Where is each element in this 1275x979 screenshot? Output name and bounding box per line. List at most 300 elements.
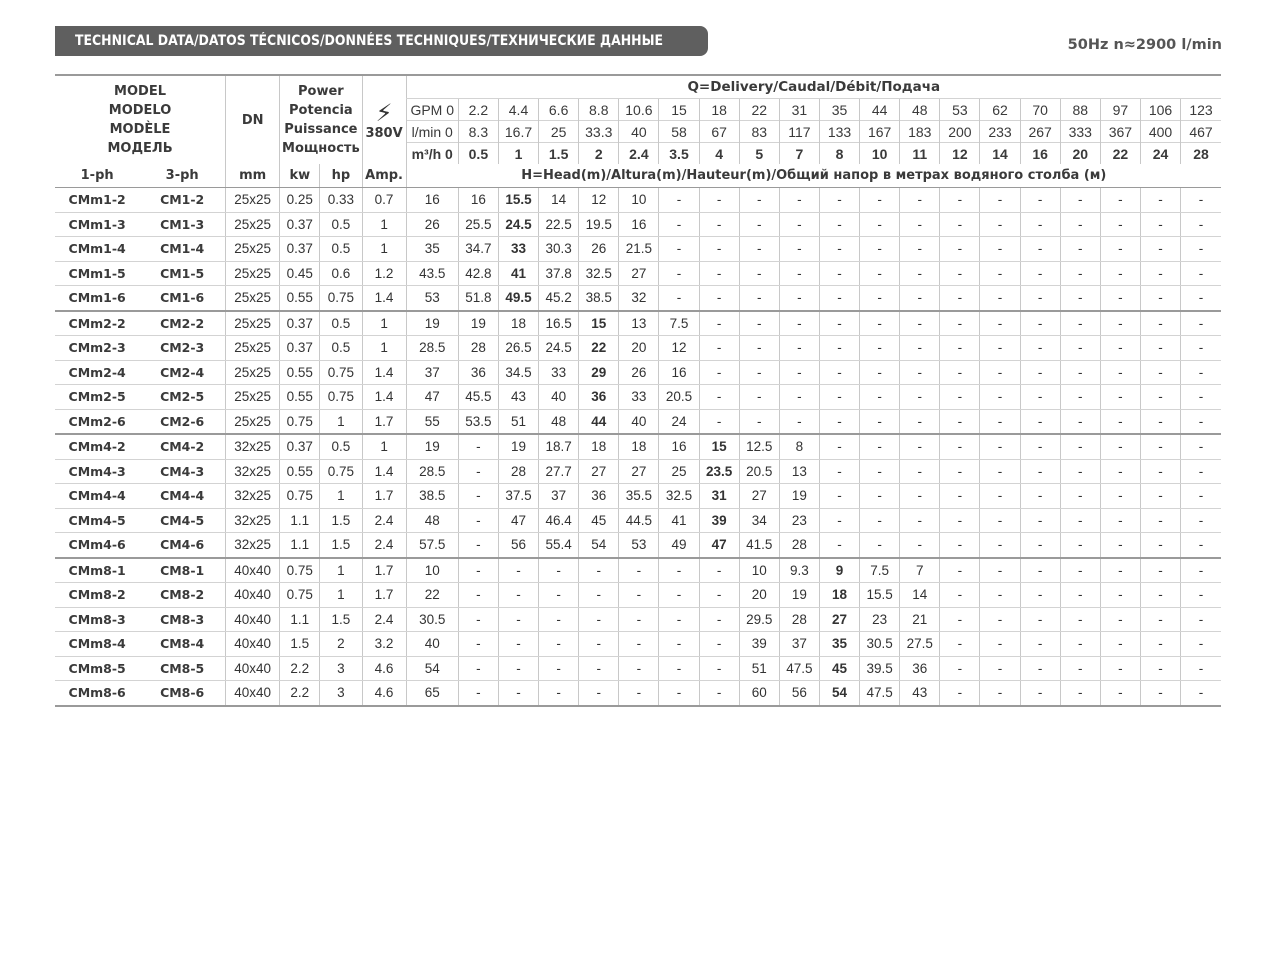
dn-value: 25x25 xyxy=(226,237,280,262)
head-value: 37.5 xyxy=(498,484,538,509)
head-value: 12 xyxy=(579,188,619,213)
head-value: - xyxy=(1060,484,1100,509)
head-value: 37 xyxy=(406,360,458,385)
head-value: - xyxy=(1140,212,1180,237)
head-value: - xyxy=(860,360,900,385)
head-value: - xyxy=(659,237,699,262)
head-value: - xyxy=(1020,681,1060,706)
head-value: 45 xyxy=(579,508,619,533)
head-value: - xyxy=(900,311,940,336)
head-value: - xyxy=(1140,434,1180,459)
hp-value: 1.5 xyxy=(320,508,362,533)
amp-value: 1.7 xyxy=(362,484,406,509)
head-value: 28 xyxy=(458,336,498,361)
head-value: 19 xyxy=(779,583,819,608)
lmin-value: 58 xyxy=(659,121,699,143)
gpm-value: 8.8 xyxy=(579,99,619,121)
table-row xyxy=(55,632,1221,657)
head-value: - xyxy=(1020,385,1060,410)
head-value: 43 xyxy=(498,385,538,410)
head-value: 37 xyxy=(779,632,819,657)
head-value: - xyxy=(619,656,659,681)
head-value: - xyxy=(940,286,980,311)
table-row xyxy=(55,409,1221,434)
head-value: 16 xyxy=(458,188,498,213)
head-value: - xyxy=(659,261,699,286)
model-3ph: CM2-2 xyxy=(139,311,225,336)
model-1ph: CMm4-6 xyxy=(55,533,139,558)
head-value: 24.5 xyxy=(498,212,538,237)
head-value: - xyxy=(458,508,498,533)
model-3ph: CM2-4 xyxy=(139,360,225,385)
table-row xyxy=(55,583,1221,608)
head-value: - xyxy=(498,558,538,583)
head-value: - xyxy=(1181,459,1221,484)
head-value: - xyxy=(1140,459,1180,484)
dn-value: 25x25 xyxy=(226,311,280,336)
model-1ph: CMm1-5 xyxy=(55,261,139,286)
model-3ph: CM8-2 xyxy=(139,583,225,608)
head-value: 19 xyxy=(498,434,538,459)
head-value: - xyxy=(1020,237,1060,262)
head-value: - xyxy=(498,656,538,681)
head-value: - xyxy=(860,311,900,336)
head-value: - xyxy=(1140,484,1180,509)
dn-value: 32x25 xyxy=(226,508,280,533)
technical-data-table xyxy=(55,74,1221,707)
model-1ph: CMm2-3 xyxy=(55,336,139,361)
lmin-value: 333 xyxy=(1060,121,1100,143)
head-value: 16.5 xyxy=(539,311,579,336)
amp-value: 1.4 xyxy=(362,385,406,410)
head-value: - xyxy=(1060,212,1100,237)
head-value: 21 xyxy=(900,607,940,632)
lmin-value: 200 xyxy=(940,121,980,143)
head-value: - xyxy=(940,311,980,336)
head-value: 53 xyxy=(619,533,659,558)
model-3ph: CM4-4 xyxy=(139,484,225,509)
gpm-value: 97 xyxy=(1100,99,1140,121)
head-value: - xyxy=(699,583,739,608)
head-value: - xyxy=(659,656,699,681)
model-3ph: CM4-5 xyxy=(139,508,225,533)
gpm-value: 48 xyxy=(900,99,940,121)
head-value: 36 xyxy=(458,360,498,385)
model-3ph: CM4-6 xyxy=(139,533,225,558)
head-value: 30.3 xyxy=(539,237,579,262)
amp-value: 1.2 xyxy=(362,261,406,286)
model-3ph: CM8-3 xyxy=(139,607,225,632)
head-value: - xyxy=(1020,459,1060,484)
dn-value: 40x40 xyxy=(226,558,280,583)
head-value: 8 xyxy=(779,434,819,459)
hp-value: 0.5 xyxy=(320,237,362,262)
head-value: - xyxy=(980,286,1020,311)
head-value: - xyxy=(579,583,619,608)
head-value: 48 xyxy=(539,409,579,434)
kw-value: 0.45 xyxy=(280,261,320,286)
head-value: - xyxy=(860,261,900,286)
dn-value: 40x40 xyxy=(226,632,280,657)
kw-value: 0.37 xyxy=(280,311,320,336)
lmin-value: 267 xyxy=(1020,121,1060,143)
head-value: - xyxy=(458,459,498,484)
head-value: - xyxy=(1060,533,1100,558)
m3h-value: 10 xyxy=(860,143,900,165)
hp-value: 0.75 xyxy=(320,459,362,484)
head-value: - xyxy=(1020,607,1060,632)
hp-value: 1.5 xyxy=(320,533,362,558)
m3h-value: 1.5 xyxy=(539,143,579,165)
m3h-value: 16 xyxy=(1020,143,1060,165)
head-value: - xyxy=(739,212,779,237)
kw-value: 1.1 xyxy=(280,508,320,533)
head-value: 22 xyxy=(579,336,619,361)
gpm-unit-label: GPM xyxy=(410,101,443,118)
head-value: 57.5 xyxy=(406,533,458,558)
head-value: 20.5 xyxy=(739,459,779,484)
head-value: - xyxy=(860,286,900,311)
head-value: 18.7 xyxy=(539,434,579,459)
head-value: - xyxy=(940,459,980,484)
head-value: 27 xyxy=(619,459,659,484)
model-3ph: CM8-4 xyxy=(139,632,225,657)
dn-value: 25x25 xyxy=(226,385,280,410)
head-value: 10 xyxy=(406,558,458,583)
head-value: 34.5 xyxy=(498,360,538,385)
head-value: - xyxy=(779,311,819,336)
head-value: - xyxy=(498,607,538,632)
head-value: - xyxy=(1020,558,1060,583)
head-value: - xyxy=(980,261,1020,286)
m3h-value: 12 xyxy=(940,143,980,165)
m3h-unit-label: m³/h xyxy=(411,145,442,162)
head-value: - xyxy=(619,607,659,632)
head-value: - xyxy=(1100,237,1140,262)
gpm-value: 22 xyxy=(739,99,779,121)
head-value: - xyxy=(779,409,819,434)
head-value: 14 xyxy=(539,188,579,213)
model-label-fr: MODÈLE xyxy=(109,122,171,137)
kw-value: 0.75 xyxy=(280,558,320,583)
kw-value: 0.55 xyxy=(280,286,320,311)
head-value: - xyxy=(1181,656,1221,681)
head-value: - xyxy=(659,558,699,583)
table-row xyxy=(55,656,1221,681)
hp-value: 2 xyxy=(320,632,362,657)
head-value: - xyxy=(1181,311,1221,336)
amp-value: 4.6 xyxy=(362,656,406,681)
head-value: 18 xyxy=(619,434,659,459)
head-value: - xyxy=(1181,360,1221,385)
head-value: - xyxy=(819,311,859,336)
head-value: 47.5 xyxy=(860,681,900,706)
model-1ph: CMm4-3 xyxy=(55,459,139,484)
head-value: - xyxy=(1181,558,1221,583)
head-value: - xyxy=(659,188,699,213)
head-value: - xyxy=(458,607,498,632)
head-value: 28.5 xyxy=(406,459,458,484)
head-value: - xyxy=(1140,360,1180,385)
head-value: - xyxy=(980,212,1020,237)
head-value: - xyxy=(699,336,739,361)
model-1ph: CMm4-4 xyxy=(55,484,139,509)
head-value: 20 xyxy=(739,583,779,608)
head-value: - xyxy=(498,583,538,608)
m3h-value: 2.4 xyxy=(619,143,659,165)
head-value: - xyxy=(940,583,980,608)
head-value: 27 xyxy=(819,607,859,632)
head-value: - xyxy=(739,237,779,262)
head-value: - xyxy=(980,681,1020,706)
head-value: 19 xyxy=(458,311,498,336)
model-3ph: CM1-2 xyxy=(139,188,225,213)
head-value: - xyxy=(980,508,1020,533)
head-value: - xyxy=(900,188,940,213)
head-value: - xyxy=(1181,484,1221,509)
head-value: - xyxy=(940,484,980,509)
head-value: - xyxy=(980,311,1020,336)
head-value: - xyxy=(819,286,859,311)
model-1ph: CMm2-4 xyxy=(55,360,139,385)
amp-value: 1.4 xyxy=(362,286,406,311)
m3h-value: 22 xyxy=(1100,143,1140,165)
head-value: 43.5 xyxy=(406,261,458,286)
head-value: - xyxy=(1020,286,1060,311)
dn-value: 32x25 xyxy=(226,434,280,459)
head-value: - xyxy=(699,632,739,657)
head-value: 30.5 xyxy=(406,607,458,632)
head-value: - xyxy=(699,385,739,410)
gpm-value: 15 xyxy=(659,99,699,121)
head-value: - xyxy=(659,286,699,311)
hp-value: 0.5 xyxy=(320,336,362,361)
head-value: 15 xyxy=(579,311,619,336)
gpm-value: 44 xyxy=(860,99,900,121)
lmin-unit-cell xyxy=(406,121,458,143)
amp-unit-header: Amp. xyxy=(362,164,406,188)
dn-value: 25x25 xyxy=(226,261,280,286)
head-value: 47.5 xyxy=(779,656,819,681)
gpm-value: 35 xyxy=(819,99,859,121)
head-value: 9 xyxy=(819,558,859,583)
head-value: 24.5 xyxy=(539,336,579,361)
head-value: - xyxy=(1100,212,1140,237)
head-value: - xyxy=(940,558,980,583)
head-value: - xyxy=(1100,385,1140,410)
head-value: - xyxy=(980,409,1020,434)
head-value: - xyxy=(1100,632,1140,657)
head-value: - xyxy=(1100,607,1140,632)
model-3ph: CM4-3 xyxy=(139,459,225,484)
m3h-value: 1 xyxy=(498,143,538,165)
head-value: - xyxy=(699,656,739,681)
head-value: 19 xyxy=(406,311,458,336)
head-value: - xyxy=(1140,385,1180,410)
head-value: - xyxy=(619,632,659,657)
head-value: - xyxy=(1140,558,1180,583)
power-label-es: Potencia xyxy=(289,103,353,118)
gpm-value: 106 xyxy=(1140,99,1180,121)
head-value: 7.5 xyxy=(860,558,900,583)
head-value: 34.7 xyxy=(458,237,498,262)
model-3ph: CM2-6 xyxy=(139,409,225,434)
amp-value: 2.4 xyxy=(362,607,406,632)
head-value: 16 xyxy=(659,434,699,459)
head-value: - xyxy=(1100,508,1140,533)
kw-value: 1.1 xyxy=(280,533,320,558)
head-value: 41 xyxy=(498,261,538,286)
head-value: - xyxy=(539,607,579,632)
head-value: - xyxy=(1020,336,1060,361)
head-value: - xyxy=(1181,632,1221,657)
head-value: - xyxy=(900,385,940,410)
head-value: - xyxy=(980,237,1020,262)
head-value: - xyxy=(539,632,579,657)
head-value: - xyxy=(819,508,859,533)
head-value: - xyxy=(1020,409,1060,434)
amp-value: 3.2 xyxy=(362,632,406,657)
head-value: 39.5 xyxy=(860,656,900,681)
m3h-value: 28 xyxy=(1181,143,1221,165)
dn-value: 32x25 xyxy=(226,484,280,509)
gpm-value: 88 xyxy=(1060,99,1100,121)
head-value: 35.5 xyxy=(619,484,659,509)
head-value: - xyxy=(819,484,859,509)
head-value: - xyxy=(1060,656,1100,681)
head-value: - xyxy=(779,261,819,286)
head-value: - xyxy=(539,558,579,583)
kw-value: 0.55 xyxy=(280,385,320,410)
head-value: - xyxy=(940,385,980,410)
head-value: - xyxy=(1181,434,1221,459)
hp-value: 0.5 xyxy=(320,434,362,459)
head-value: 54 xyxy=(406,656,458,681)
head-value: - xyxy=(1100,681,1140,706)
hp-header: hp xyxy=(320,164,362,188)
head-value: - xyxy=(940,237,980,262)
head-value: 13 xyxy=(779,459,819,484)
table-row xyxy=(55,336,1221,361)
head-value: 27 xyxy=(579,459,619,484)
dn-header: DN xyxy=(226,75,280,164)
m3h-value: 5 xyxy=(739,143,779,165)
head-value: 33 xyxy=(498,237,538,262)
model-1ph: CMm1-4 xyxy=(55,237,139,262)
head-value: - xyxy=(1020,583,1060,608)
model-label-ru: МОДЕЛЬ xyxy=(107,141,173,156)
head-value: 23 xyxy=(779,508,819,533)
head-header: H=Head(m)/Altura(m)/Hauteur(m)/Общий напор в метрах водяного столба (м) xyxy=(406,164,1221,188)
hp-value: 0.75 xyxy=(320,286,362,311)
head-value: - xyxy=(940,632,980,657)
head-value: 18 xyxy=(579,434,619,459)
head-value: - xyxy=(819,212,859,237)
kw-value: 2.2 xyxy=(280,656,320,681)
m3h-value: 2 xyxy=(579,143,619,165)
hp-value: 0.5 xyxy=(320,311,362,336)
kw-value: 0.55 xyxy=(280,459,320,484)
head-value: - xyxy=(1020,261,1060,286)
head-value: 38.5 xyxy=(579,286,619,311)
lmin-value: 117 xyxy=(779,121,819,143)
kw-header: kw xyxy=(280,164,320,188)
dn-value: 40x40 xyxy=(226,607,280,632)
lmin-value: 0 xyxy=(445,123,453,140)
kw-value: 1.5 xyxy=(280,632,320,657)
model-3ph: CM1-3 xyxy=(139,212,225,237)
hp-value: 1 xyxy=(320,558,362,583)
head-value: - xyxy=(860,336,900,361)
head-value: 36 xyxy=(900,656,940,681)
single-phase-header: 1-ph xyxy=(55,164,139,188)
head-value: - xyxy=(1100,188,1140,213)
head-value: 15 xyxy=(699,434,739,459)
head-value: - xyxy=(1060,336,1100,361)
kw-value: 0.37 xyxy=(280,336,320,361)
head-value: - xyxy=(458,533,498,558)
kw-value: 1.1 xyxy=(280,607,320,632)
lmin-unit-label: l/min xyxy=(411,123,442,140)
head-value: - xyxy=(980,336,1020,361)
head-value: - xyxy=(1060,261,1100,286)
gpm-value: 4.4 xyxy=(498,99,538,121)
head-value: 19.5 xyxy=(579,212,619,237)
head-value: - xyxy=(699,311,739,336)
dn-value: 25x25 xyxy=(226,188,280,213)
head-value: - xyxy=(940,409,980,434)
head-value: 28.5 xyxy=(406,336,458,361)
head-value: - xyxy=(1100,656,1140,681)
mm-header: mm xyxy=(226,164,280,188)
table-row xyxy=(55,459,1221,484)
head-value: 40 xyxy=(406,632,458,657)
model-1ph: CMm8-2 xyxy=(55,583,139,608)
head-value: - xyxy=(739,286,779,311)
head-value: 38.5 xyxy=(406,484,458,509)
amp-value: 2.4 xyxy=(362,533,406,558)
head-value: - xyxy=(779,385,819,410)
head-value: - xyxy=(699,360,739,385)
table-row xyxy=(55,508,1221,533)
head-value: - xyxy=(1060,385,1100,410)
head-value: - xyxy=(779,286,819,311)
head-value: - xyxy=(900,484,940,509)
head-value: - xyxy=(1100,583,1140,608)
head-value: 48 xyxy=(406,508,458,533)
model-3ph: CM1-5 xyxy=(139,261,225,286)
head-value: - xyxy=(940,656,980,681)
head-value: 46.4 xyxy=(539,508,579,533)
m3h-value: 0 xyxy=(445,145,453,162)
head-value: - xyxy=(1181,681,1221,706)
head-value: - xyxy=(1100,484,1140,509)
kw-value: 0.37 xyxy=(280,212,320,237)
dn-value: 25x25 xyxy=(226,286,280,311)
head-value: - xyxy=(1140,656,1180,681)
kw-value: 0.75 xyxy=(280,409,320,434)
head-value: - xyxy=(1060,360,1100,385)
model-1ph: CMm8-1 xyxy=(55,558,139,583)
head-value: - xyxy=(739,385,779,410)
amp-value: 1.4 xyxy=(362,459,406,484)
head-value: - xyxy=(539,656,579,681)
head-value: - xyxy=(458,656,498,681)
kw-value: 0.37 xyxy=(280,434,320,459)
head-value: - xyxy=(1020,360,1060,385)
lmin-value: 467 xyxy=(1181,121,1221,143)
head-value: - xyxy=(699,212,739,237)
